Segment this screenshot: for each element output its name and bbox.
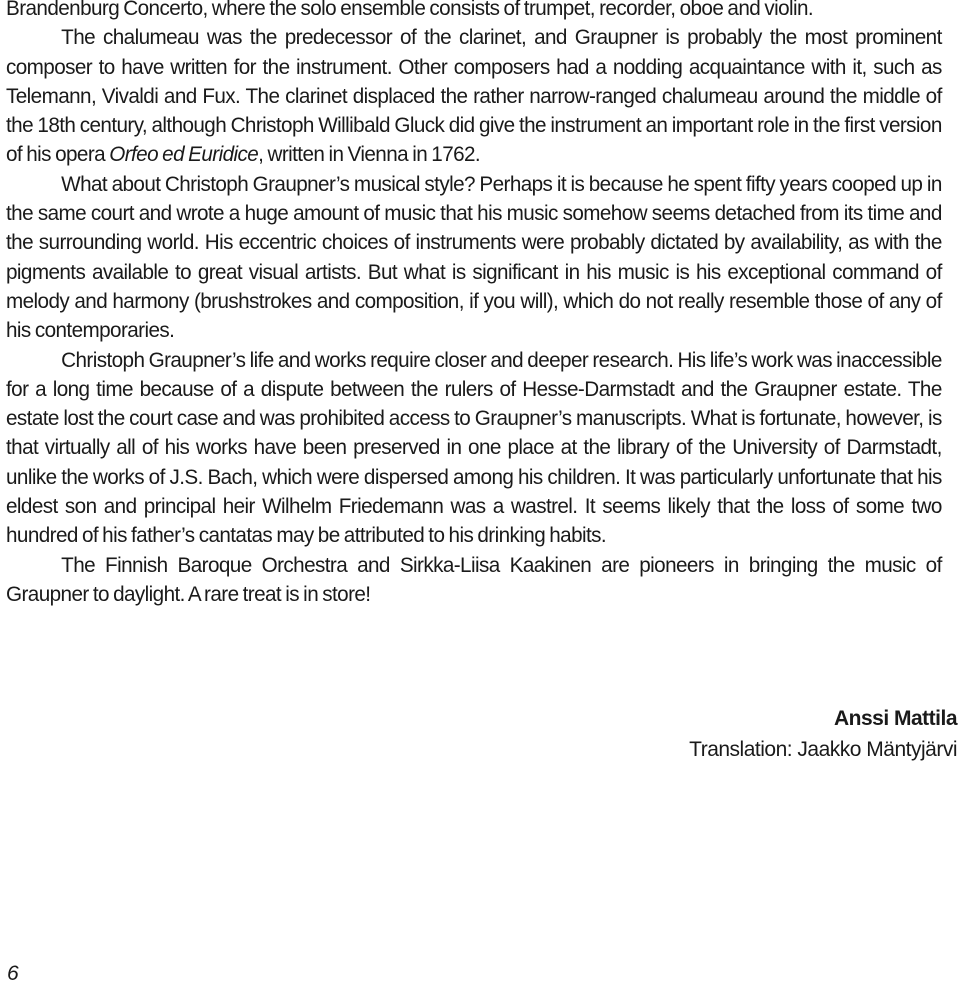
author-name: Anssi Mattila bbox=[833, 707, 957, 730]
page-number: 6 bbox=[7, 962, 19, 985]
paragraph-text: What about Christoph Graupner’s musical style? Perhaps it is because he spent fifty years cooped up in the same court and wrote a huge amount of music that his music somehow seems detached from its time and the surrounding world. His eccentric choices of instruments were probably dictated by availability, as with the pigments available to great visual artists. But what is significant in his music is his exceptional command of melody and harmony (brushstrokes and composition, if you will), which do not really resemble those of any of his contemporaries. bbox=[6, 172, 942, 343]
paragraph bbox=[6, 551, 942, 610]
signature-block bbox=[689, 703, 957, 765]
paragraph bbox=[6, 346, 942, 551]
paragraph bbox=[6, 23, 942, 169]
paragraph bbox=[6, 0, 942, 23]
paragraph bbox=[6, 170, 942, 346]
opera-title: Orfeo ed Euridice bbox=[109, 143, 259, 167]
paragraph-text: The Finnish Baroque Orchestra and Sirkka-Liisa Kaakinen are pioneers in bringing the music of Graupner to daylight. A rare treat is in store! bbox=[6, 553, 942, 606]
paragraph-text: The chalumeau was the predecessor of the clarinet, and Graupner is probably the most prominent composer to have written for the instrument. Other composers had a nodding acquaintance with it, such as Telemann, Vivaldi and Fux. The clarinet displaced the rather narrow-ranged chalumeau around the middle of the 18th century, although Christoph Willibald Gluck did give the instrument an important role in the first version of his opera bbox=[6, 26, 942, 167]
paragraph-text: Christoph Graupner’s life and works require closer and deeper research. His life’s work was inaccessible for a long time because of a dispute between the rulers of Hesse-Darmstadt and the Graupner estate. The estate lost the court case and was prohibited access to Graupner’s manuscripts. What is fortunate, however, is that virtually all of his works have been preserved in one place at the library of the University of Darmstadt, unlike the works of J.S. Bach, which were dispersed among his children. It was particularly unfortunate that his eldest son and principal heir Wilhelm Friedemann was a wastrel. It seems likely that the loss of some two hundred of his father’s cantatas may be attributed to his drinking habits. bbox=[6, 348, 942, 548]
paragraph-text: , written in Vienna in 1762. bbox=[258, 143, 481, 167]
article-body bbox=[6, 0, 956, 609]
translator-credit: Translation: Jaakko Mäntyjärvi bbox=[689, 738, 957, 761]
paragraph-text: Brandenburg Concerto, where the solo ensemble consists of trumpet, recorder, oboe and violin. bbox=[6, 0, 814, 20]
